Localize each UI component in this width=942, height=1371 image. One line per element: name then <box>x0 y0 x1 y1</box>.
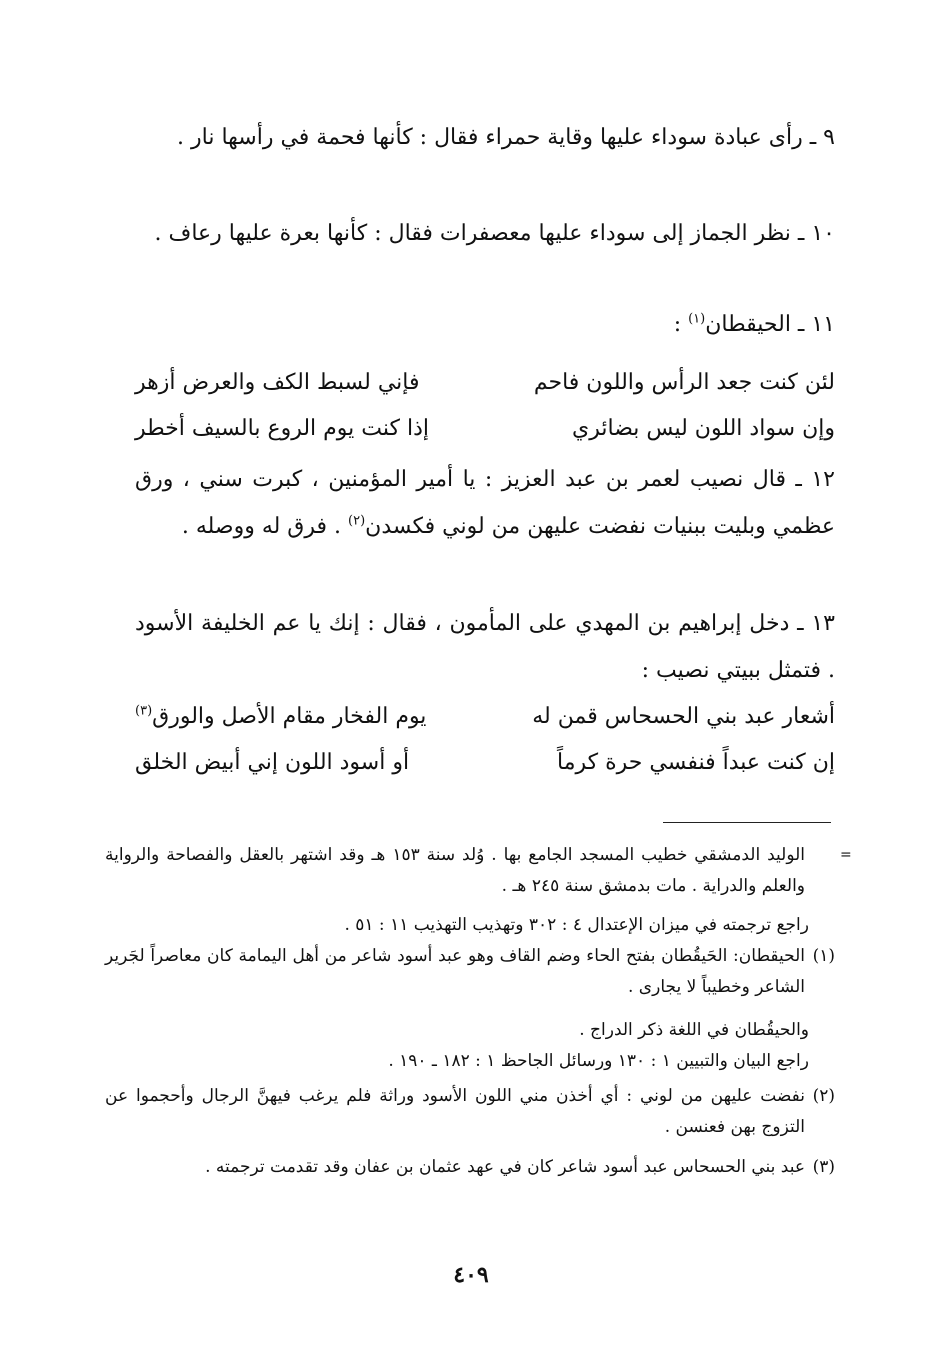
verse-first-hemistich: لئن كنت جعد الرأس واللون فاحم <box>533 370 835 395</box>
footnote-separator <box>663 822 831 823</box>
footnote-1-marker: (١) <box>812 946 835 966</box>
verse-line <box>135 370 835 404</box>
verse-first-hemistich: إن كنت عبداً فنفسي حرة كرماً <box>557 750 835 775</box>
verse-text: يوم الفخار مقام الأصل والورق <box>152 704 427 729</box>
verse-first-hemistich: وإن سواد اللون ليس بضائري <box>572 416 835 441</box>
paragraph-10: ١٠ ـ نظر الجماز إلى سوداء عليها معصفرات فقال : كأنها بعرة عليها رعاف . <box>154 221 835 246</box>
footnote-ref-2: (٢) <box>348 513 366 529</box>
verse-second-hemistich: إذا كنت يوم الروع بالسيف أخطر <box>135 416 429 441</box>
footnote-3-text: عبد بني الحسحاس عبد أسود شاعر كان في عهد عثمان بن عفان وقد تقدمت ترجمته . <box>205 1157 805 1177</box>
footnote-3 <box>105 1152 835 1183</box>
page-number: ٤٠٩ <box>453 1262 489 1288</box>
paragraph-13: ١٣ ـ دخل إبراهيم بن المهدي على المأمون ، فقال : إنك يا عم الخليفة الأسود . فتمثل ببيتي نصيب : <box>135 611 835 683</box>
paragraph-11-colon: : <box>673 312 689 337</box>
footnote-1 <box>105 941 835 1003</box>
footnote-1-extra: والحيقُطان في اللغة ذكر الدراج . <box>579 1020 809 1040</box>
footnote-1-text: الحيقطان: الحَيقُطان بفتح الحاء وضم القاف وهو عبد أسود شاعر من أهل اليمامة كان معاصراً لجَرير الشاعر وخطيباً لا يجارى . <box>105 946 805 997</box>
footnote-2-text: نفضت عليهن من لوني : أي أخذن مني اللون الأسود وراثة فلم يرغب فيهنَّ الرجال وأحجموا عن التزوج بهن فعنسن . <box>105 1086 805 1137</box>
paragraph-11-text: ١١ ـ الحيقطان <box>705 312 835 337</box>
footnote-ref-3: (٣) <box>135 703 153 719</box>
footnote-1-reference: راجع البيان والتبيين ١ : ١٣٠ ورسائل الجاحظ ١ : ١٨٢ ـ ١٩٠ . <box>388 1051 809 1071</box>
verse-line <box>135 704 835 738</box>
paragraph-11 <box>135 312 835 337</box>
verse-second-hemistich: أو أسود اللون إني أبيض الخلق <box>135 750 410 775</box>
footnote-ref-1: (١) <box>688 311 706 327</box>
footnote-2-marker: (٢) <box>812 1086 835 1106</box>
verse-first-hemistich: أشعار عبد بني الحسحاس قمن له <box>532 704 835 729</box>
verse-second-hemistich: فإني لسبط الكف والعرض أزهر <box>135 370 420 395</box>
footnote-2 <box>105 1081 835 1143</box>
paragraph-12-text-a: ١٢ ـ قال نصيب لعمر بن عبد العزيز : يا أمير المؤمنين ، كبرت سني ، ورق عظمي وبليت ببنيات نفضت عليهن من لوني فكسدن <box>135 467 835 539</box>
verse-line <box>135 750 835 784</box>
verse-second-hemistich <box>135 704 426 729</box>
footnote-continued-reference: راجع ترجمته في ميزان الإعتدال ٤ : ٣٠٢ وتهذيب التهذيب ١١ : ٥١ . <box>344 915 809 935</box>
paragraph-12 <box>135 456 835 550</box>
verse-line <box>135 416 835 450</box>
footnote-continuation-marker: = <box>840 847 852 863</box>
footnote-3-marker: (٣) <box>812 1157 835 1177</box>
footnote-continued: الوليد الدمشقي خطيب المسجد الجامع بها . وُلد سنة ١٥٣ هـ وقد اشتهر بالعقل والفصاحة والرواية والعلم والدراية . مات بدمشق سنة ٢٤٥ هـ . <box>105 845 806 896</box>
paragraph-9: ٩ ـ رأى عبادة سوداء عليها وقاية حمراء فقال : كأنها فحمة في رأسها نار . <box>177 125 835 150</box>
paragraph-12-text-b: . فرق له ووصله . <box>181 514 349 539</box>
